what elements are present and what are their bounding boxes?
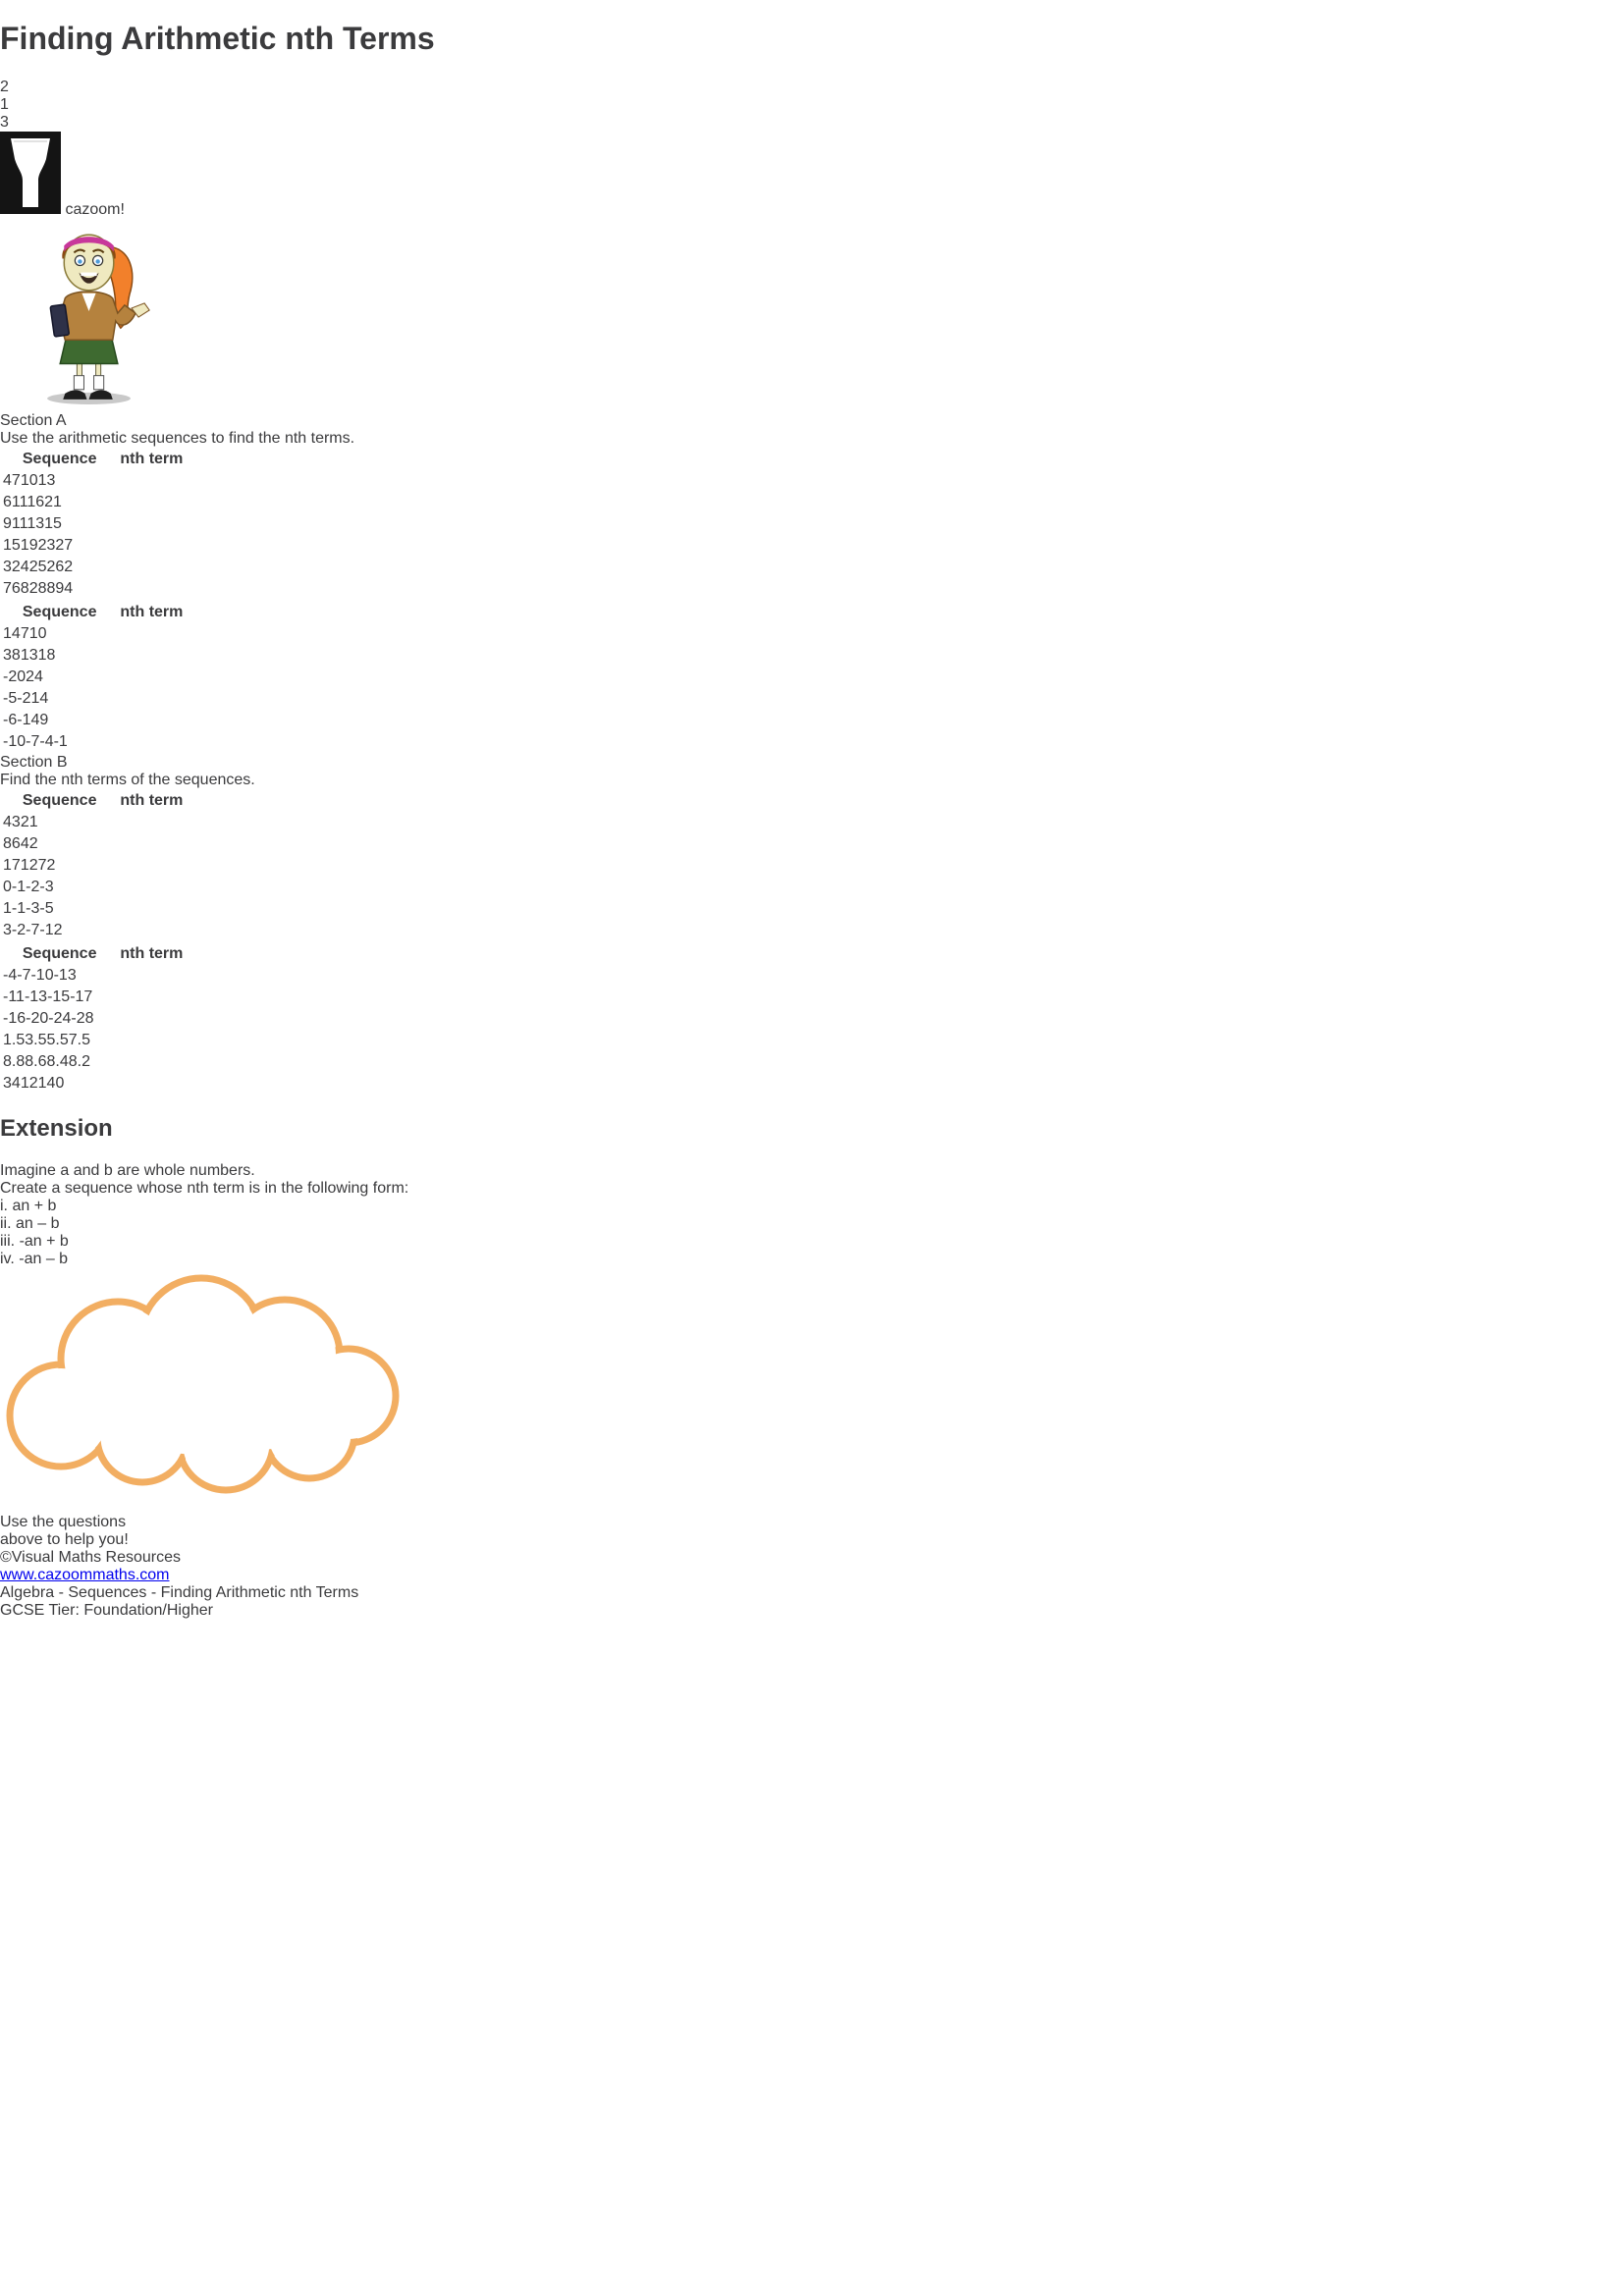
sequence-number: 3 <box>3 646 12 664</box>
sequence-number: 4 <box>20 834 29 852</box>
tile-3-icon: 3 <box>0 113 9 131</box>
sequence-number: 4 <box>39 689 49 707</box>
sequence-number: -3 <box>39 878 54 895</box>
sequence-number: 10 <box>28 624 47 642</box>
section-b-instruction: Find the nth terms of the sequences. <box>0 771 255 788</box>
sequence-number: 2 <box>28 834 38 852</box>
sequence-number: 3 <box>3 921 12 938</box>
sequence-number: 8.6 <box>25 1052 47 1070</box>
sequence-number: 2 <box>20 813 29 830</box>
sequence-number: 7 <box>37 856 47 874</box>
sequence-number: -2 <box>17 689 31 707</box>
sequence-number: -3 <box>26 899 40 917</box>
sequence-number: -4 <box>39 732 54 750</box>
extension-item-ii: ii. an – b <box>0 1214 60 1232</box>
sequence-number: -20 <box>26 1009 49 1027</box>
extension-item-i: i. an + b <box>0 1197 57 1214</box>
sequence-number: -2 <box>3 667 18 685</box>
sequence-number: -11 <box>3 988 25 1005</box>
sequence-number: 21 <box>44 493 62 510</box>
nth-term-column-header: nth term <box>120 791 184 809</box>
sequence-number: -7 <box>26 732 40 750</box>
sequence-column-header: Sequence <box>22 603 97 620</box>
sequence-number: 18 <box>37 646 56 664</box>
sequence-number: 12 <box>20 856 38 874</box>
section-b-label: Section B <box>0 753 68 771</box>
sequence-number: -17 <box>70 988 93 1005</box>
sequence-number: 19 <box>20 536 38 554</box>
sequence-number: 3 <box>11 813 21 830</box>
sequence-number: 4 <box>3 813 12 830</box>
nth-term-column-header: nth term <box>120 603 184 620</box>
extension-item-iii: iii. -an + b <box>0 1232 69 1250</box>
sequence-column-header: Sequence <box>22 450 97 467</box>
fraction-value: 34 <box>3 1074 21 1092</box>
sequence-number: 23 <box>37 536 56 554</box>
footer-topic: Algebra - Sequences - Finding Arithmetic nth Terms <box>0 1583 359 1601</box>
cloud-text: Use the questions above to help you! <box>0 1513 129 1548</box>
extension-item-iv: iv. -an – b <box>0 1250 69 1267</box>
sequence-number: -4 <box>3 966 18 984</box>
sequence-number: 27 <box>55 536 74 554</box>
sequence-number: -6 <box>3 711 18 728</box>
sequence-number: 11 <box>11 493 27 510</box>
footer-tier: GCSE Tier: Foundation/Higher <box>0 1601 213 1619</box>
sequence-number: 1.5 <box>3 1031 26 1048</box>
sequence-number: -5 <box>3 689 18 707</box>
page-frame <box>39 54 1586 2202</box>
sequence-number: 13 <box>37 471 56 489</box>
sequence-number: 9 <box>3 514 12 532</box>
sequence-number: 4 <box>11 624 21 642</box>
footer-copyright: ©Visual Maths Resources <box>0 1548 182 1566</box>
sequence-number: -24 <box>48 1009 72 1027</box>
sequence-number: 1 <box>30 689 40 707</box>
sequence-number: 7 <box>20 624 29 642</box>
sequence-number: 88 <box>37 579 56 597</box>
sequence-number: 82 <box>20 579 38 597</box>
sequence-number: -10 <box>30 966 54 984</box>
sequence-number: 1 <box>28 813 38 830</box>
footer-website-link[interactable]: www.cazoommaths.com <box>0 1566 170 1583</box>
sequence-number: 7.5 <box>68 1031 90 1048</box>
sequence-number: 1 <box>3 899 12 917</box>
fraction-value: 12 <box>20 1074 38 1092</box>
sequence-column-header: Sequence <box>22 791 97 809</box>
sequence-number: 10 <box>20 471 38 489</box>
sequence-number: 0 <box>17 667 27 685</box>
sequence-number: 62 <box>55 558 74 575</box>
sequence-number: -15 <box>47 988 71 1005</box>
sequence-number: -2 <box>26 878 40 895</box>
sequence-number: -1 <box>11 878 27 895</box>
sequence-number: 7 <box>11 471 21 489</box>
sequence-number: 2 <box>46 856 56 874</box>
sequence-number: 52 <box>37 558 56 575</box>
sequence-number: -1 <box>17 711 31 728</box>
sequence-number: 11 <box>11 514 27 532</box>
nth-term-column-header: nth term <box>120 450 184 467</box>
sequence-number: -28 <box>71 1009 94 1027</box>
sequence-number: 2 <box>26 667 35 685</box>
sequence-number: 8.4 <box>46 1052 69 1070</box>
sequence-number: -2 <box>11 921 27 938</box>
sequence-number: 16 <box>27 493 45 510</box>
sequence-number: 3.5 <box>25 1031 47 1048</box>
sequence-number: -13 <box>24 988 48 1005</box>
sequence-number: -7 <box>17 966 31 984</box>
section-a-label: Section A <box>0 411 67 429</box>
sequence-number: 8.2 <box>68 1052 90 1070</box>
sequence-number: -5 <box>39 899 54 917</box>
sequence-number: 13 <box>20 646 38 664</box>
sequence-number: 4 <box>34 667 43 685</box>
sequence-number: 76 <box>3 579 21 597</box>
sequence-number: -10 <box>3 732 27 750</box>
sequence-number: 0 <box>3 878 12 895</box>
sequence-number: 4 <box>30 711 40 728</box>
sequence-number: -7 <box>26 921 40 938</box>
cazoom-brand-text: cazoom! <box>65 200 125 218</box>
sequence-number: 32 <box>3 558 21 575</box>
sequence-number: 42 <box>20 558 38 575</box>
sequence-number: -12 <box>39 921 63 938</box>
sequence-number: 15 <box>3 536 21 554</box>
tile-1-icon: 1 <box>0 95 9 113</box>
sequence-number: 6 <box>11 834 21 852</box>
sequence-number: -13 <box>53 966 77 984</box>
sequence-column-header: Sequence <box>22 944 97 962</box>
extension-text: Imagine a and b are whole numbers. Create a sequence whose nth term is in the following form: <box>0 1161 409 1197</box>
sequence-number: 6 <box>3 493 12 510</box>
sequence-number: -1 <box>53 732 68 750</box>
sequence-number: 8 <box>11 646 21 664</box>
sequence-number: 0 <box>55 1074 65 1092</box>
sequence-number: 8.8 <box>3 1052 26 1070</box>
sequence-number: 1 <box>3 624 12 642</box>
sequence-number: -1 <box>11 899 27 917</box>
sequence-number: 94 <box>55 579 74 597</box>
nth-term-column-header: nth term <box>120 944 184 962</box>
sequence-number: 9 <box>39 711 49 728</box>
fraction-value: 14 <box>37 1074 56 1092</box>
sequence-number: 8 <box>3 834 12 852</box>
sequence-number: 4 <box>3 471 12 489</box>
tile-2-icon: 2 <box>0 78 9 95</box>
sequence-number: 17 <box>3 856 21 874</box>
section-a-instruction: Use the arithmetic sequences to find the nth terms. <box>0 429 355 447</box>
sequence-number: 5.5 <box>46 1031 69 1048</box>
sequence-number: -16 <box>3 1009 27 1027</box>
page-title: Finding Arithmetic nth Terms <box>0 21 435 57</box>
sequence-number: 15 <box>44 514 62 532</box>
sequence-number: 13 <box>27 514 45 532</box>
extension-title: Extension <box>0 1114 113 1142</box>
